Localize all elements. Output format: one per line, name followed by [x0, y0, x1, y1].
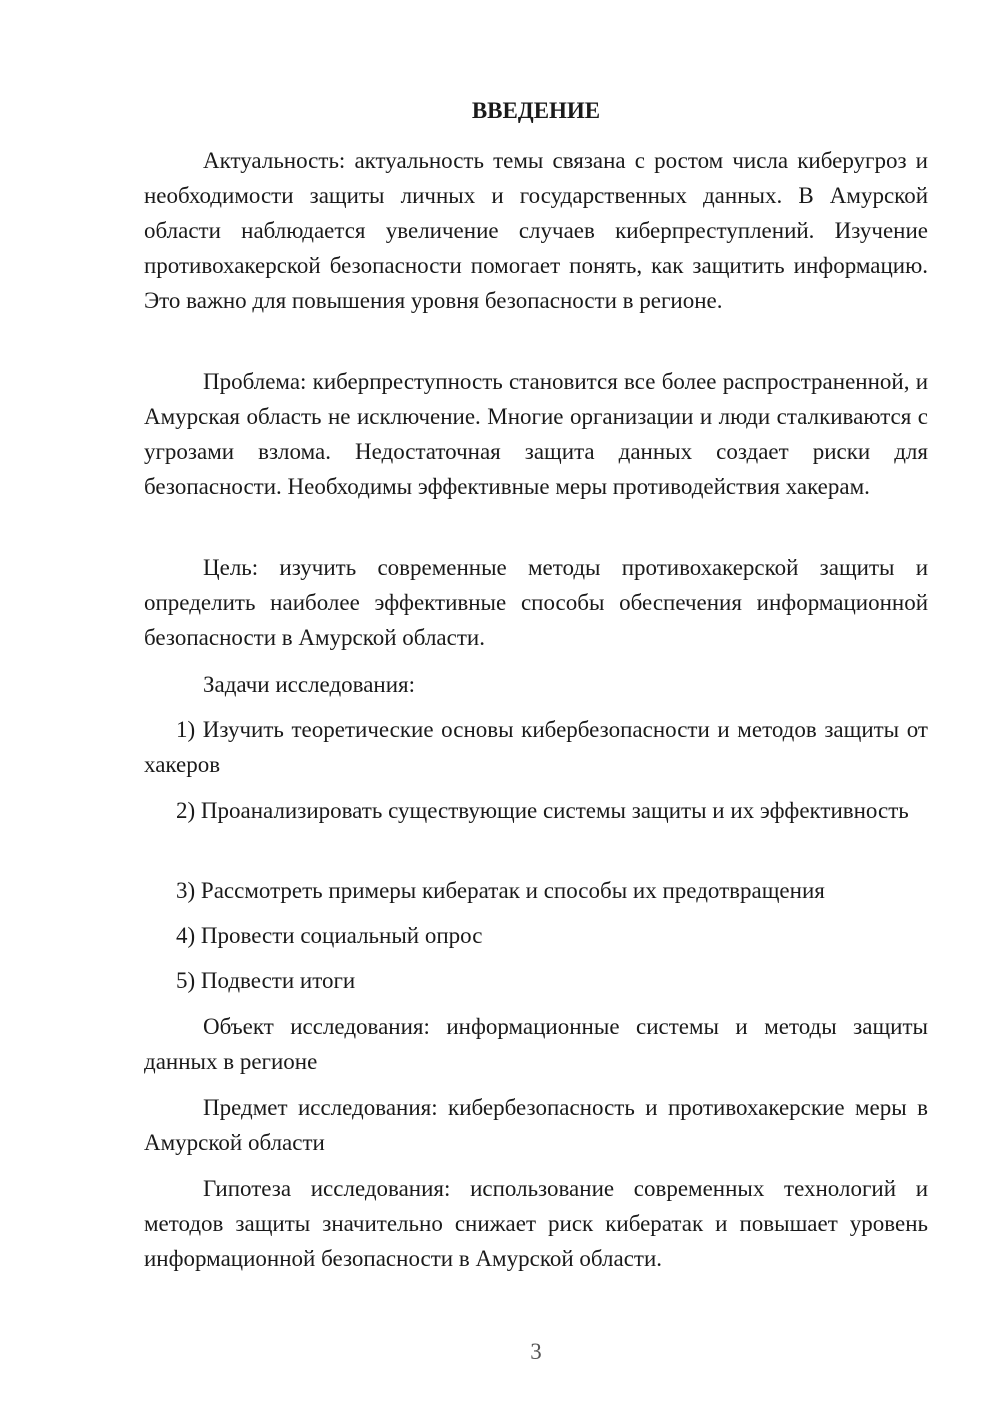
paragraph-problem: Проблема: киберпреступность становится все более распространенной, и Амурская область не исключение. Многие организации и люди сталкиваются с угрозами взлома. Недостаточная защита данных создает риски для безопасности. Необходимы эффективные меры противодействия хакерам.	[144, 369, 928, 499]
task-item-3: 3) Рассмотреть примеры кибератак и способы их предотвращения	[176, 878, 825, 903]
paragraph-hypothesis: Гипотеза исследования: использование современных технологий и методов защиты значительно снижает риск кибератак и повышает уровень информационной безопасности в Амурской области.	[144, 1176, 928, 1271]
paragraph-subject: Предмет исследования: кибербезопасность и противохакерские меры в Амурской области	[144, 1095, 928, 1155]
page-number: 3	[530, 1339, 542, 1364]
paragraph-object: Объект исследования: информационные системы и методы защиты данных в регионе	[144, 1014, 928, 1074]
page-title: ВВЕДЕНИЕ	[471, 98, 601, 123]
tasks-heading: Задачи исследования:	[203, 672, 416, 697]
task-item-4: 4) Провести социальный опрос	[176, 923, 483, 948]
task-item-2: 2) Проанализировать существующие системы защиты и их эффективность	[176, 798, 909, 823]
task-item-5: 5) Подвести итоги	[176, 968, 356, 993]
task-item-1: 1) Изучить теоретические основы кибербезопасности и методов защиты от хакеров	[144, 717, 928, 777]
paragraph-goal: Цель: изучить современные методы противохакерской защиты и определить наиболее эффективные способы обеспечения информационной безопасности в Амурской области.	[144, 555, 928, 650]
paragraph-relevance: Актуальность: актуальность темы связана с ростом числа киберугроз и необходимости защиты личных и государственных данных. В Амурской области наблюдается увеличение случаев киберпреступлений. Изучение противохакерской безопасности помогает понять, как защитить информацию. Это важно для повышения уровня безопасности в регионе.	[144, 148, 928, 313]
